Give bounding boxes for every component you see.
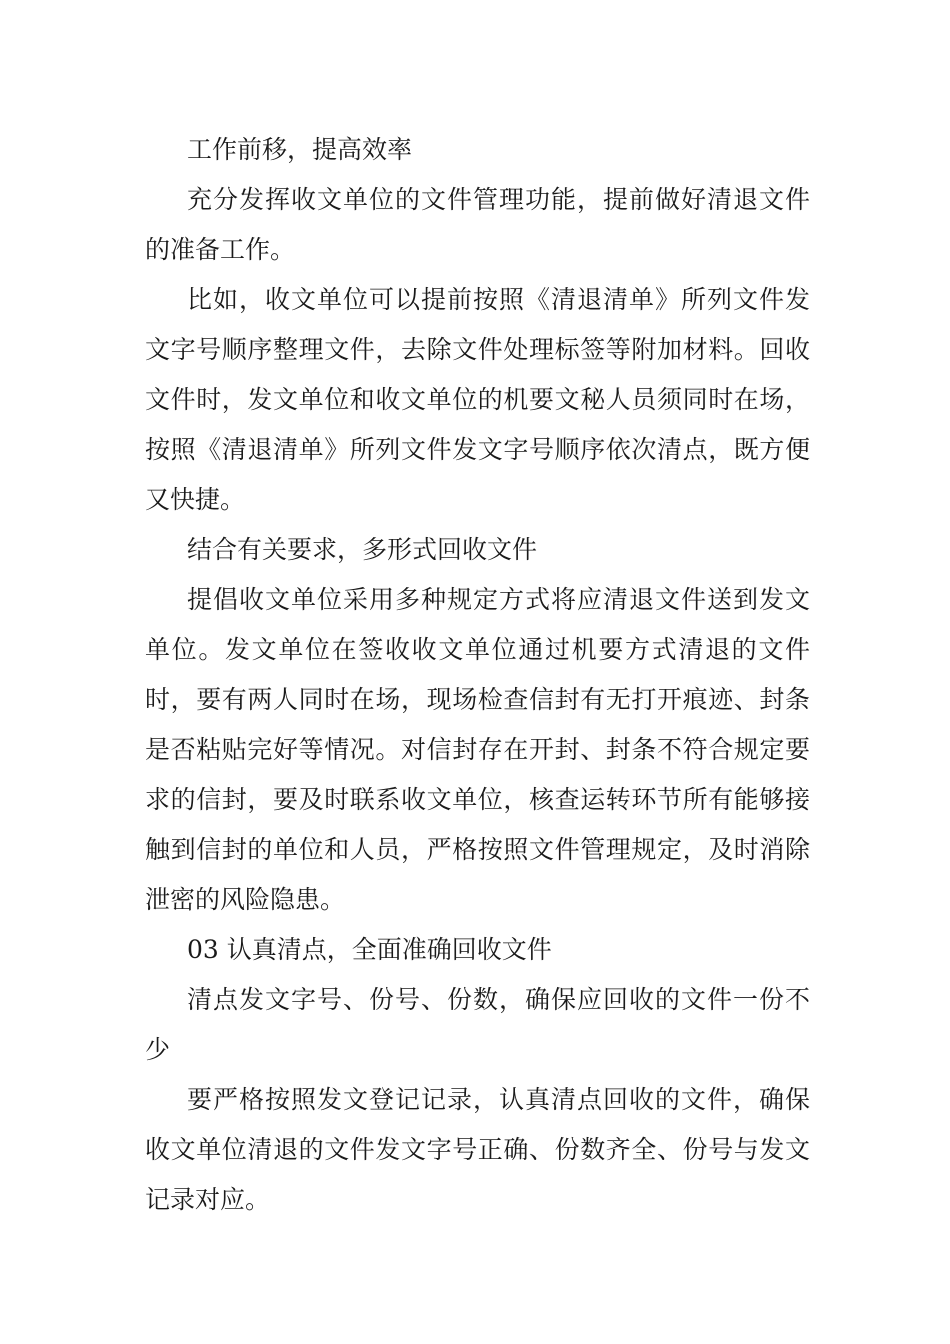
section-heading-work-forward: 工作前移，提高效率	[187, 135, 413, 164]
document-body	[145, 125, 810, 1225]
sub-heading-count-numbers: 清点发文字号、份号、份数，确保应回收的文件一份不少	[145, 985, 810, 1064]
paragraph: 比如，收文单位可以提前按照《清退清单》所列文件发文字号顺序整理文件，去除文件处理标签等附加材料。回收文件时，发文单位和收文单位的机要文秘人员须同时在场，按照《清退清单》所列文件发文字号顺序依次清点，既方便又快捷。	[145, 285, 810, 514]
paragraph: 提倡收文单位采用多种规定方式将应清退文件送到发文单位。发文单位在签收收文单位通过机要方式清退的文件时，要有两人同时在场，现场检查信封有无打开痕迹、封条是否粘贴完好等情况。对信封存在开封、封条不符合规定要求的信封，要及时联系收文单位，核查运转环节所有能够接触到信封的单位和人员，严格按照文件管理规定，及时消除泄密的风险隐患。	[145, 585, 810, 914]
section-heading-03-careful-count: 03 认真清点，全面准确回收文件	[187, 935, 552, 964]
paragraph: 充分发挥收文单位的文件管理功能，提前做好清退文件的准备工作。	[145, 185, 810, 264]
section-heading-multi-form-recovery: 结合有关要求，多形式回收文件	[187, 535, 538, 564]
paragraph: 要严格按照发文登记记录，认真清点回收的文件，确保收文单位清退的文件发文字号正确、份数齐全、份号与发文记录对应。	[145, 1085, 810, 1214]
